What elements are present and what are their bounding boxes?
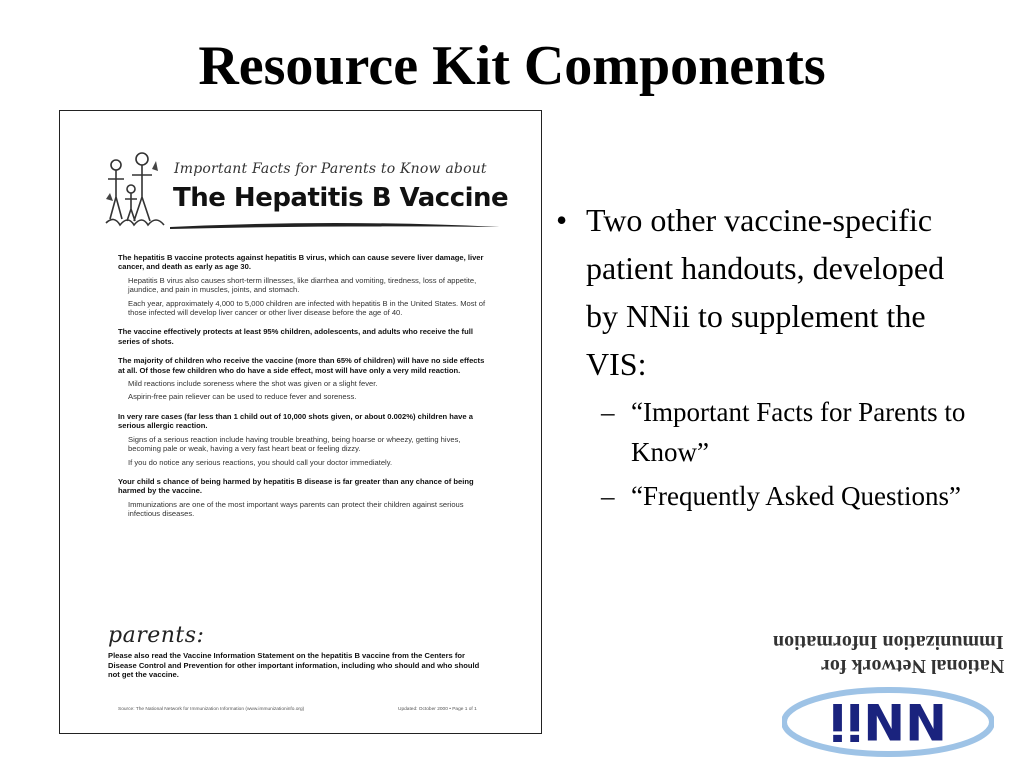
slide-title: Resource Kit Components [198,35,826,97]
bullet-marker: • [556,202,568,238]
org-name-line-1: National Network for [820,655,1004,677]
section-3-text-1: Mild reactions include soreness where the shot was given or a slight fever. [128,379,378,389]
sub-bullet-marker: – [601,481,615,511]
section-5-heading: Your child s chance of being harmed by hepatitis B disease is far greater than any chance of being harmed by the vaccine. [118,476,474,496]
sub-bullet-marker: – [601,397,615,427]
handout-footer-date: Updated: October 2000 • Page 1 of 1 [398,707,477,712]
section-1-heading: The hepatitis B vaccine protects against hepatitis B virus, which can cause severe liver damage, liver cancer, and death as early as age 30. [118,253,484,272]
handout-body [118,253,490,523]
bullet-sub-1-text: “Important Facts for Parents to Know” [631,397,966,467]
bullet-sub-2-text: “Frequently Asked Questions” [631,481,961,511]
parents-text: Please also read the Vaccine Information Statement on the hepatitis B vaccine from the Centers for Disease Control and Prevention for other important information, including who should and who should not get the vaccine. [108,651,480,680]
nnii-logo [782,686,994,758]
bullet-list [556,196,966,516]
section-3-heading: The majority of children who receive the vaccine (more than 65% of children) will have no side effects at all. Of those few children who do have a side effect, most will have only a very mild reaction. [118,356,485,375]
handout-heading: The Hepatitis B Vaccine [173,183,509,213]
bullet-main [556,196,966,388]
heading-underline [170,217,500,233]
org-name-line-2: Immunization Information [773,631,1004,653]
bullet-sub-2 [556,476,966,516]
section-4-text-1: Signs of a serious reaction include having trouble breathing, being hoarse or wheezy, getting hives, becoming pale or weak, having a very fast heart beat or feeling dizzy. [128,434,461,454]
logo-text: NNii [829,692,947,750]
section-1-text-2: Each year, approximately 4,000 to 5,000 children are infected with hepatitis B in the United States. Most of those infected will develop liver cancer or other liver disease before the age of 40. [128,298,486,318]
section-3-text-2: Aspirin-free pain reliever can be used to reduce fever and soreness. [128,392,357,402]
parents-heading: parents: [108,623,205,648]
family-illustration-icon [104,149,166,231]
section-2-heading: The vaccine effectively protects at least 95% children, adolescents, and adults who receive the full series of shots. [118,327,473,346]
bullet-main-text: Two other vaccine-specific patient handouts, developed by NNii to supplement the VIS: [586,202,945,382]
handout-page [59,110,542,734]
section-5-text-1: Immunizations are one of the most important ways parents can protect their children against serious infectious diseases. [128,499,464,519]
handout-footer-source: Source: The National Network for Immunization Information (www.immunizationinfo.org) [118,707,305,712]
section-4-heading: In very rare cases (far less than 1 child out of 10,000 shots given, or about 0.002%) children have a serious allergic reaction. [118,411,473,431]
handout-script-heading: Important Facts for Parents to Know about [174,161,487,177]
section-4-text-2: If you do notice any serious reactions, you should call your doctor immediately. [128,457,393,467]
bullet-sub-1 [556,392,966,472]
section-1-text-1: Hepatitis B virus also causes short-term illnesses, like diarrhea and vomiting, tiredness, loss of appetite, jaundice, and pain in muscles, joints, and stomach. [128,275,477,295]
